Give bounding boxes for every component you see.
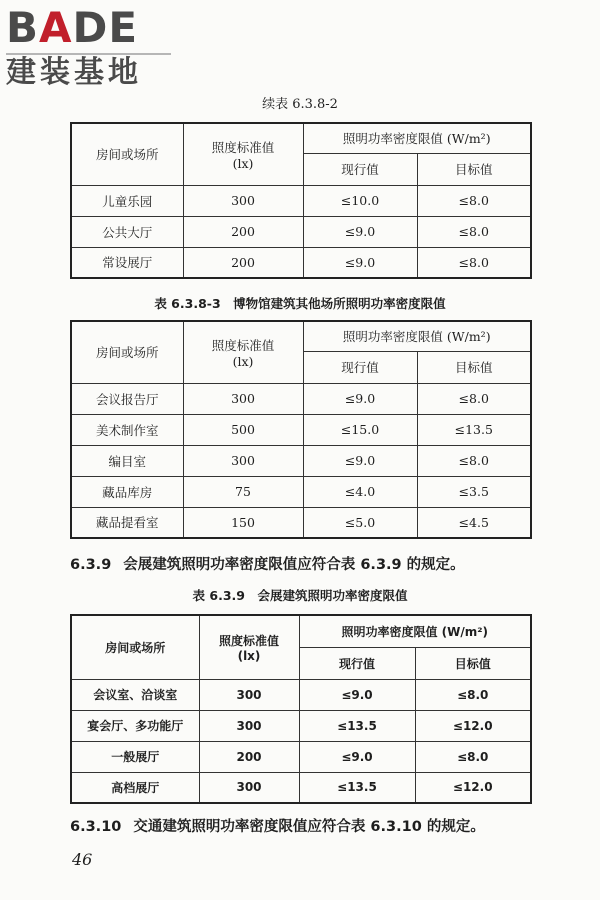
cell-room: 儿童乐园 bbox=[71, 185, 183, 216]
table1-header-illum: 照度标准值 (lx) bbox=[183, 123, 303, 185]
table1 bbox=[70, 122, 532, 279]
cell-room: 会议室、洽谈室 bbox=[71, 679, 199, 710]
table-row bbox=[71, 710, 531, 741]
cell-illum: 300 bbox=[199, 772, 299, 803]
logo-wordmark: BADE bbox=[6, 3, 139, 52]
cell-illum: 200 bbox=[183, 247, 303, 278]
table1-header-lpd: 照明功率密度限值 (W/m²) bbox=[303, 123, 531, 153]
table-row bbox=[71, 679, 531, 710]
clause-6-3-10: 6.3.10 交通建筑照明功率密度限值应符合表 6.3.10 的规定。 bbox=[70, 819, 485, 835]
cell-illum: 200 bbox=[183, 216, 303, 247]
cell-current: ≤5.0 bbox=[303, 507, 417, 538]
cell-current: ≤10.0 bbox=[303, 185, 417, 216]
table1-header-target: 目标值 bbox=[417, 153, 531, 185]
cell-room: 宴会厅、多功能厅 bbox=[71, 710, 199, 741]
cell-illum: 300 bbox=[199, 710, 299, 741]
cell-illum: 300 bbox=[183, 445, 303, 476]
table1-header-room: 房间或场所 bbox=[71, 123, 183, 185]
cell-target: ≤13.5 bbox=[417, 414, 531, 445]
cell-target: ≤8.0 bbox=[415, 679, 531, 710]
cell-room: 藏品提看室 bbox=[71, 507, 183, 538]
table-row bbox=[71, 414, 531, 445]
cell-current: ≤9.0 bbox=[303, 445, 417, 476]
table2-header-target: 目标值 bbox=[417, 351, 531, 383]
cell-current: ≤9.0 bbox=[299, 679, 415, 710]
table-row bbox=[71, 476, 531, 507]
table2-header-current: 现行值 bbox=[303, 351, 417, 383]
cell-room: 常设展厅 bbox=[71, 247, 183, 278]
table1-header-current: 现行值 bbox=[303, 153, 417, 185]
cell-current: ≤9.0 bbox=[303, 247, 417, 278]
cell-illum: 300 bbox=[199, 679, 299, 710]
cell-target: ≤8.0 bbox=[417, 185, 531, 216]
table-row bbox=[71, 772, 531, 803]
table-row bbox=[71, 507, 531, 538]
cell-target: ≤4.5 bbox=[417, 507, 531, 538]
cell-current: ≤13.5 bbox=[299, 772, 415, 803]
table-row bbox=[71, 247, 531, 278]
table3-header-target: 目标值 bbox=[415, 647, 531, 679]
cell-target: ≤8.0 bbox=[415, 741, 531, 772]
cell-room: 公共大厅 bbox=[71, 216, 183, 247]
table2-header-lpd: 照明功率密度限值 (W/m²) bbox=[303, 321, 531, 351]
cell-room: 藏品库房 bbox=[71, 476, 183, 507]
table-row bbox=[71, 445, 531, 476]
cell-target: ≤3.5 bbox=[417, 476, 531, 507]
table1-caption: 续表 6.3.8-2 bbox=[262, 97, 338, 112]
cell-target: ≤8.0 bbox=[417, 216, 531, 247]
bade-logo bbox=[6, 3, 181, 94]
cell-target: ≤8.0 bbox=[417, 247, 531, 278]
cell-current: ≤9.0 bbox=[303, 383, 417, 414]
cell-target: ≤12.0 bbox=[415, 772, 531, 803]
cell-illum: 300 bbox=[183, 185, 303, 216]
cell-current: ≤9.0 bbox=[299, 741, 415, 772]
table-row bbox=[71, 741, 531, 772]
table-row bbox=[71, 185, 531, 216]
cell-room: 一般展厅 bbox=[71, 741, 199, 772]
table-row bbox=[71, 216, 531, 247]
cell-room: 编目室 bbox=[71, 445, 183, 476]
cell-illum: 200 bbox=[199, 741, 299, 772]
cell-current: ≤15.0 bbox=[303, 414, 417, 445]
cell-current: ≤9.0 bbox=[303, 216, 417, 247]
table2-header-room: 房间或场所 bbox=[71, 321, 183, 383]
cell-current: ≤13.5 bbox=[299, 710, 415, 741]
cell-target: ≤8.0 bbox=[417, 445, 531, 476]
table2-header-illum: 照度标准值 (lx) bbox=[183, 321, 303, 383]
cell-room: 美术制作室 bbox=[71, 414, 183, 445]
cell-room: 会议报告厅 bbox=[71, 383, 183, 414]
table3-header-lpd: 照明功率密度限值 (W/m²) bbox=[299, 615, 531, 647]
table2 bbox=[70, 320, 532, 539]
cell-current: ≤4.0 bbox=[303, 476, 417, 507]
cell-illum: 150 bbox=[183, 507, 303, 538]
table3-header-room: 房间或场所 bbox=[71, 615, 199, 679]
page-number: 46 bbox=[72, 850, 93, 869]
cell-illum: 300 bbox=[183, 383, 303, 414]
cell-illum: 75 bbox=[183, 476, 303, 507]
logo-subtitle: 建装基地 bbox=[6, 55, 142, 90]
cell-illum: 500 bbox=[183, 414, 303, 445]
table3-header-illum: 照度标准值 (lx) bbox=[199, 615, 299, 679]
cell-target: ≤8.0 bbox=[417, 383, 531, 414]
clause-6-3-9: 6.3.9 会展建筑照明功率密度限值应符合表 6.3.9 的规定。 bbox=[70, 557, 465, 573]
cell-target: ≤12.0 bbox=[415, 710, 531, 741]
table-row bbox=[71, 383, 531, 414]
table2-caption: 表 6.3.8-3 博物馆建筑其他场所照明功率密度限值 bbox=[154, 296, 446, 311]
table3-header-current: 现行值 bbox=[299, 647, 415, 679]
cell-room: 高档展厅 bbox=[71, 772, 199, 803]
table3 bbox=[70, 614, 532, 804]
table3-caption: 表 6.3.9 会展建筑照明功率密度限值 bbox=[192, 588, 408, 603]
